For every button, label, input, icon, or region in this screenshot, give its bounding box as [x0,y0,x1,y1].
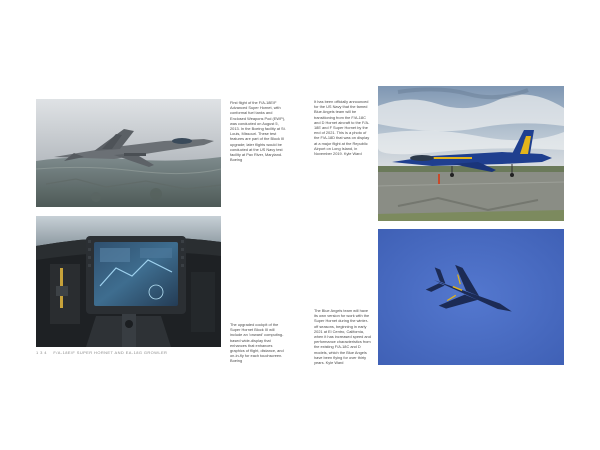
caption-upgraded-cockpit: The upgraded cockpit of the Super Hornet Block III will include an 'onward' computing-based wide-display that enhances that enhances graphics of flight, distance, and on-in-fly for each touchscreen. Boeing [230,322,284,364]
caption-blue-angels-announcement: It has been officially announced for the US Navy that the famed Blue Angels team will be transitioning from the F/A-18C and D Hornet aircraft to the F/A-18E and F Super Hornet by the end of 2021. This is a photo of the F/A-18D that was on display at a major flight at the Republic Airport on Long Island, in November 2019. Kyle Ward [314,99,370,157]
running-title: F/A-18E/F SUPER HORNET AND EA-18G GROWLER [53,350,168,355]
super-hornet-flight-photo [36,99,221,207]
caption-super-hornet-first-flight: First flight of the F/A-18E/F Advanced Super Hornet, with conformal fuel tanks and Enclosed Weapons Pod (EWP), was conducted on August 5, 2013. In the Boeing facility at St. Louis, Missouri. These test features are part of the Block III upgrade; later flights would be conducted at the US Navy test facility at Pax River, Maryland. Boeing [230,100,286,163]
page-folio [36,350,167,355]
svg-text:7: 7 [524,138,530,148]
super-hornet-cockpit-photo [36,216,221,347]
blue-angels-sky-photo [378,229,564,365]
blue-angels-ground-photo [378,86,564,221]
page-number: 1 3 4 [36,350,47,355]
blue-angels-jet-in-sky-photo-icon [378,229,564,365]
cockpit-display-photo-icon [36,216,221,347]
super-hornet-in-flight-photo-icon [36,99,221,207]
caption-blue-angels-transition: The Blue Angels team will have its own version for work with the Super Hornet during the winter-off seasons, beginning in early 2021 at El Centro, California, when it has increased speed and performance characteristics from the existing F/A-18C and D models, which the Blue Angels have been flying for over thirty years. Kyle Ward [314,308,371,366]
blue-angels-jet-on-tarmac-photo-icon [378,86,564,221]
